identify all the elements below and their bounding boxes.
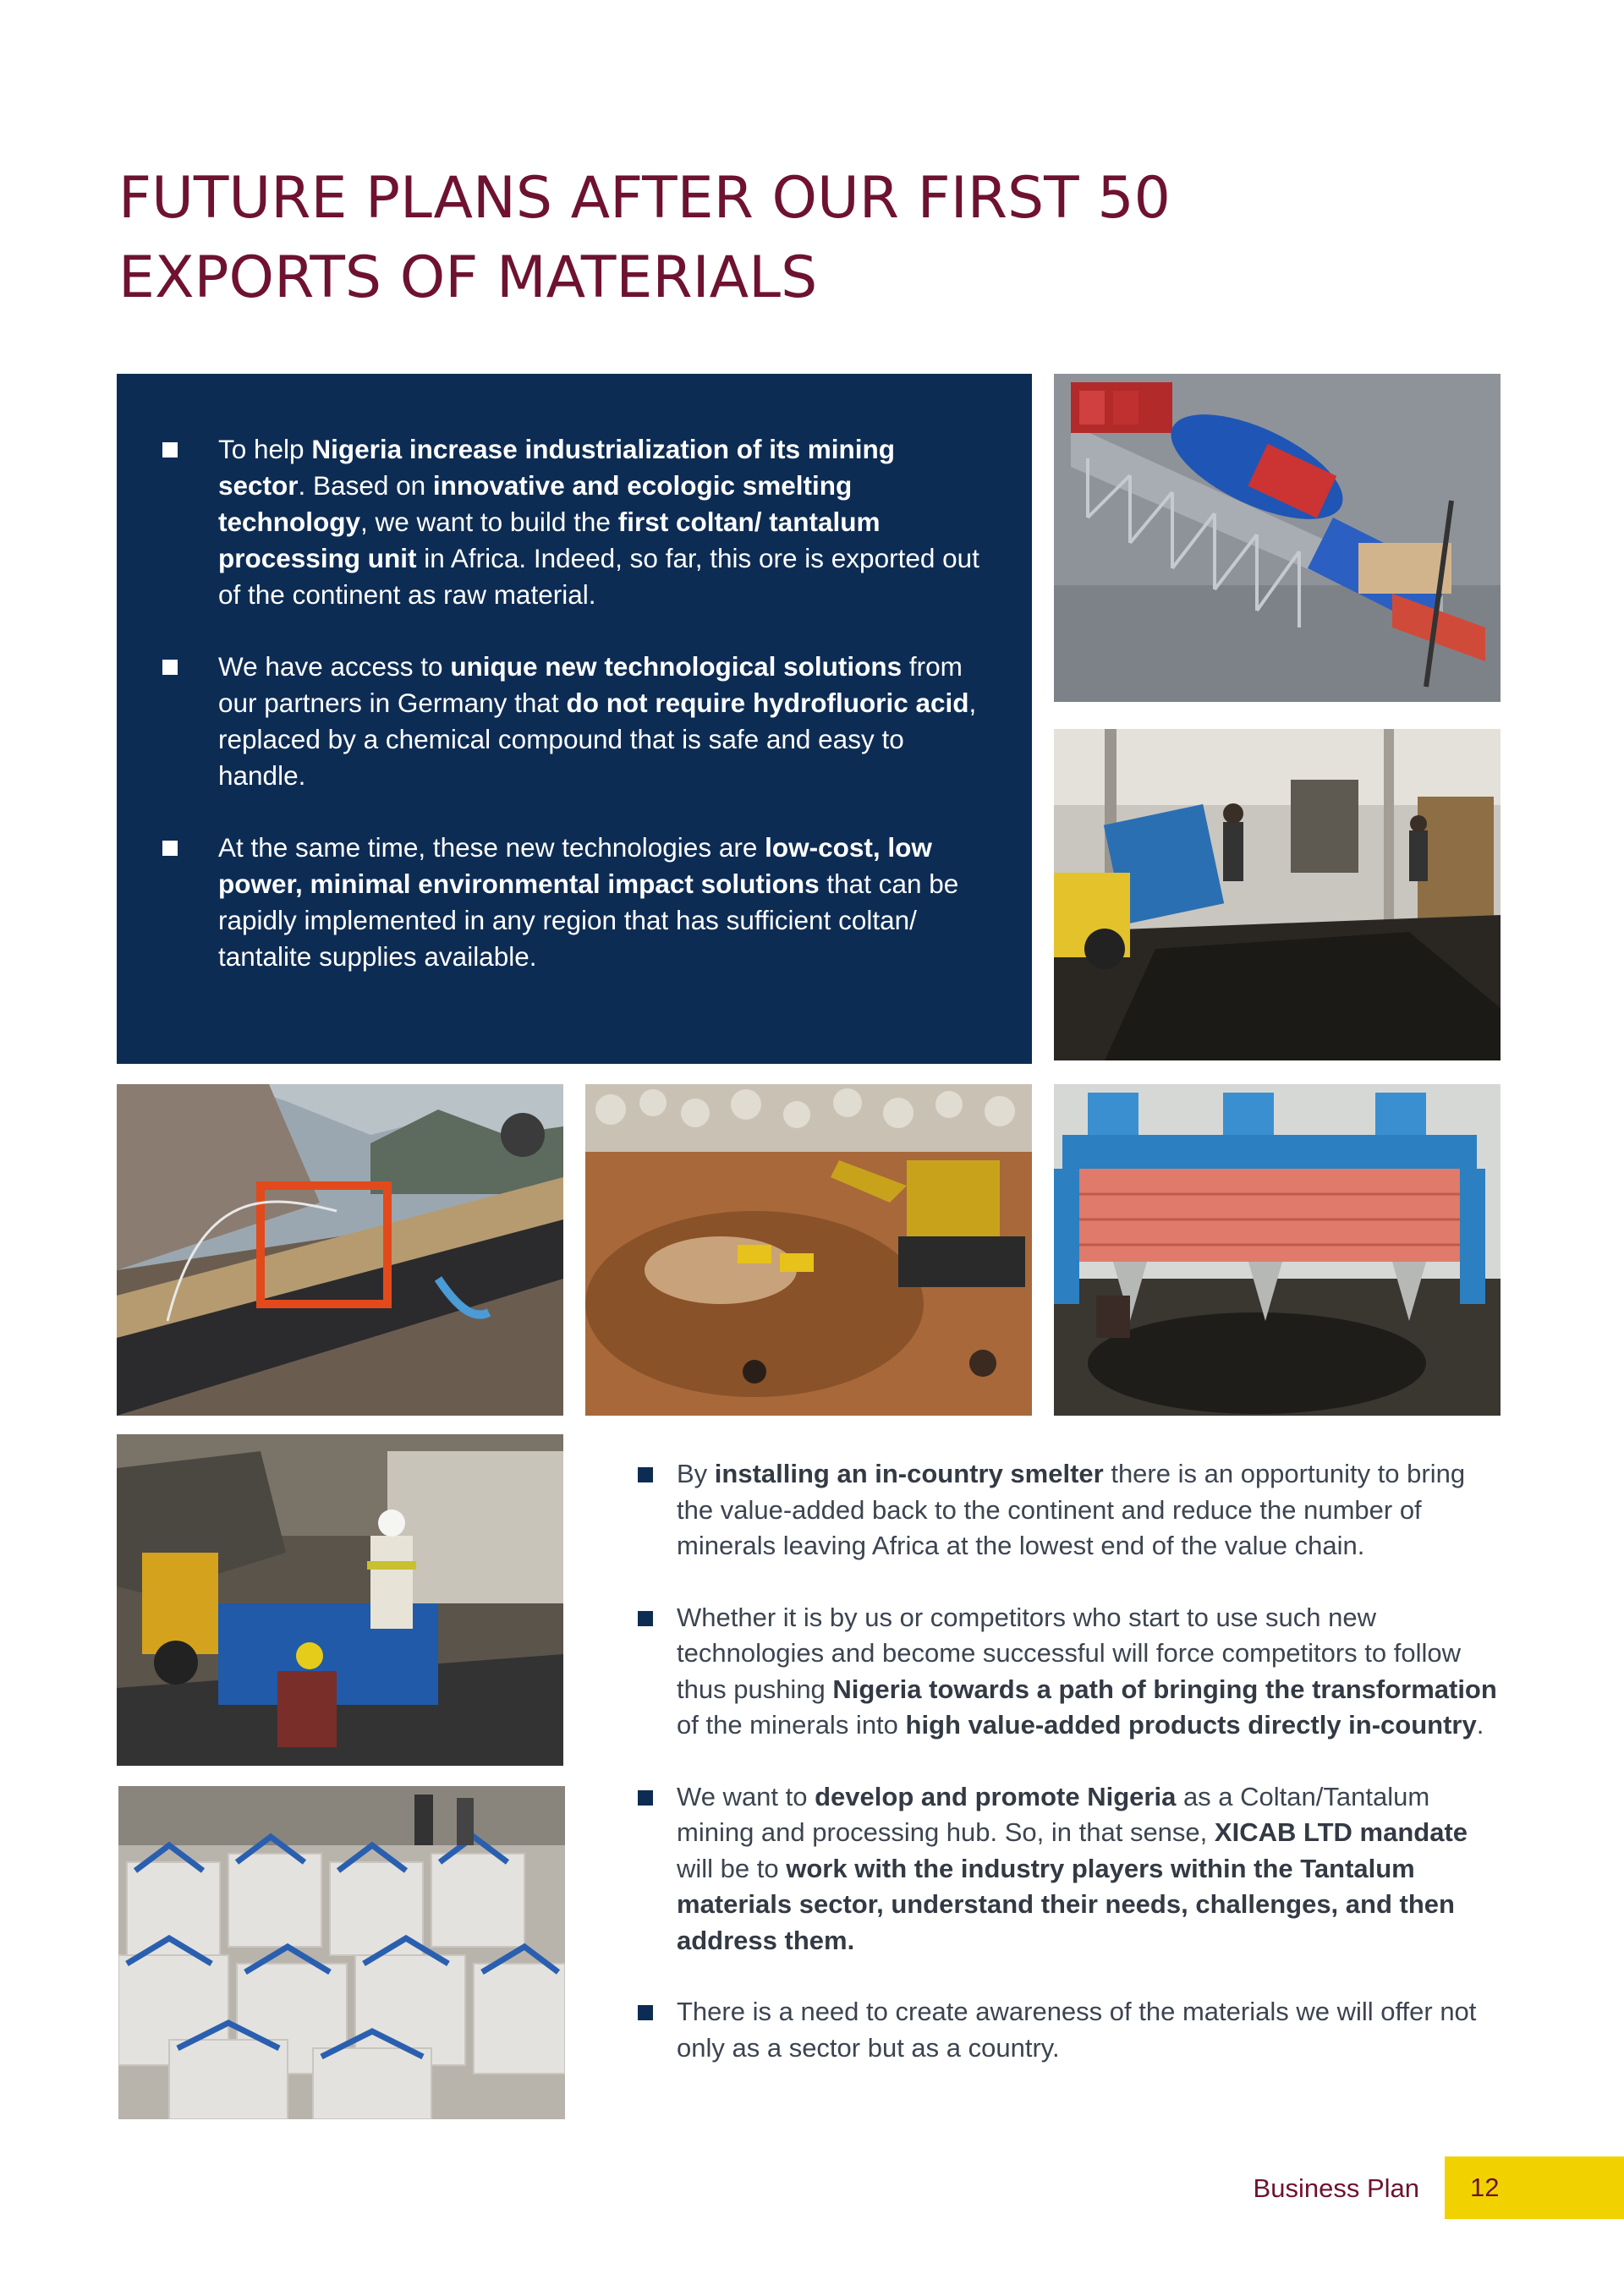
page-title xyxy=(118,159,1218,318)
square-bullet-icon xyxy=(162,660,178,675)
bold-text: Nigeria towards a path of bringing the transformation xyxy=(832,1674,1497,1704)
text: of the minerals into xyxy=(677,1710,906,1740)
title-line-1: FUTURE PLANS AFTER OUR FIRST 50 xyxy=(118,165,1171,232)
text: there is an opportunity to bring the value-added back to the continent and reduce the number of minerals leaving Africa at the lowest end of the value chain. xyxy=(677,1459,1466,1560)
bold-text: installing an in-country smelter xyxy=(714,1459,1104,1488)
bulk-bags-image xyxy=(118,1786,565,2119)
processing-plant-render-image xyxy=(1054,374,1501,702)
text: Whether it is by us or competitors who start to use such new technologies and become successful will force competitors to follow thus pushing xyxy=(677,1602,1462,1704)
square-bullet-icon xyxy=(162,442,178,458)
conveyor-belt-image xyxy=(117,1084,563,1416)
bold-text: first coltan/ tantalum processing unit xyxy=(218,507,881,573)
list-item xyxy=(218,830,981,975)
text: We have access to xyxy=(218,651,451,682)
right-bullet-list xyxy=(638,1456,1501,2101)
footer-label: Business Plan xyxy=(1253,2173,1419,2203)
text: as a Coltan/Tantalum mining and processing hub. So, in that sense, xyxy=(677,1781,1430,1847)
bold-text: unique new technological solutions xyxy=(450,651,903,682)
page-number-tab xyxy=(1445,2156,1624,2219)
workers-loader-image xyxy=(117,1434,563,1766)
page-number: 12 xyxy=(1470,2173,1500,2202)
square-bullet-icon xyxy=(638,2005,653,2020)
text: , we want to build the xyxy=(360,507,618,537)
bold-text: low-cost, low power, minimal environmental impact solutions xyxy=(218,832,932,899)
list-item xyxy=(218,649,981,794)
text: in Africa. Indeed, so far, this ore is exported out of the continent as raw material. xyxy=(218,543,979,610)
text: There is a need to create awareness of the materials we will offer not only as a sector but as a country. xyxy=(677,1997,1477,2063)
text: We want to xyxy=(677,1781,815,1811)
bold-text: develop and promote Nigeria xyxy=(815,1781,1177,1811)
text: will be to xyxy=(677,1853,787,1883)
list-item xyxy=(638,1600,1501,1744)
square-bullet-icon xyxy=(638,1611,653,1626)
text: By xyxy=(677,1459,715,1488)
text: , replaced by a chemical compound that is safe and easy to handle. xyxy=(218,688,977,791)
square-bullet-icon xyxy=(162,841,178,856)
list-item xyxy=(638,1994,1501,2066)
square-bullet-icon xyxy=(638,1467,653,1482)
text: that can be rapidly implemented in any region that has sufficient coltan/ tantalite supplies available. xyxy=(218,869,959,972)
text: . xyxy=(1476,1710,1484,1740)
bold-text: innovative and ecologic smelting technology xyxy=(218,470,853,537)
bold-text: high value-added products directly in-country xyxy=(905,1710,1477,1740)
square-bullet-icon xyxy=(638,1790,653,1806)
text: from our partners in Germany that xyxy=(218,651,963,718)
highlight-bullet-list xyxy=(117,374,1032,1064)
list-item xyxy=(638,1779,1501,1959)
text: At the same time, these new technologies are xyxy=(218,832,765,863)
title-line-2: EXPORTS OF MATERIALS xyxy=(118,244,818,311)
list-item xyxy=(638,1456,1501,1564)
text: . Based on xyxy=(298,470,433,501)
workshop-forklift-image xyxy=(1054,729,1501,1060)
bold-text: XICAB LTD mandate xyxy=(1214,1817,1468,1847)
bold-text: Nigeria increase industrialization of its mining sector xyxy=(218,434,895,501)
list-item xyxy=(218,431,981,613)
bold-text: work with the industry players within the Tantalum materials sector, understand their needs, challenges, and then address them. xyxy=(677,1853,1455,1955)
text: To help xyxy=(218,434,312,464)
separation-tables-image xyxy=(1054,1084,1501,1416)
highlight-box xyxy=(117,374,1032,1064)
bold-text: do not require hydrofluoric acid xyxy=(566,688,969,718)
excavation-site-image xyxy=(585,1084,1032,1416)
